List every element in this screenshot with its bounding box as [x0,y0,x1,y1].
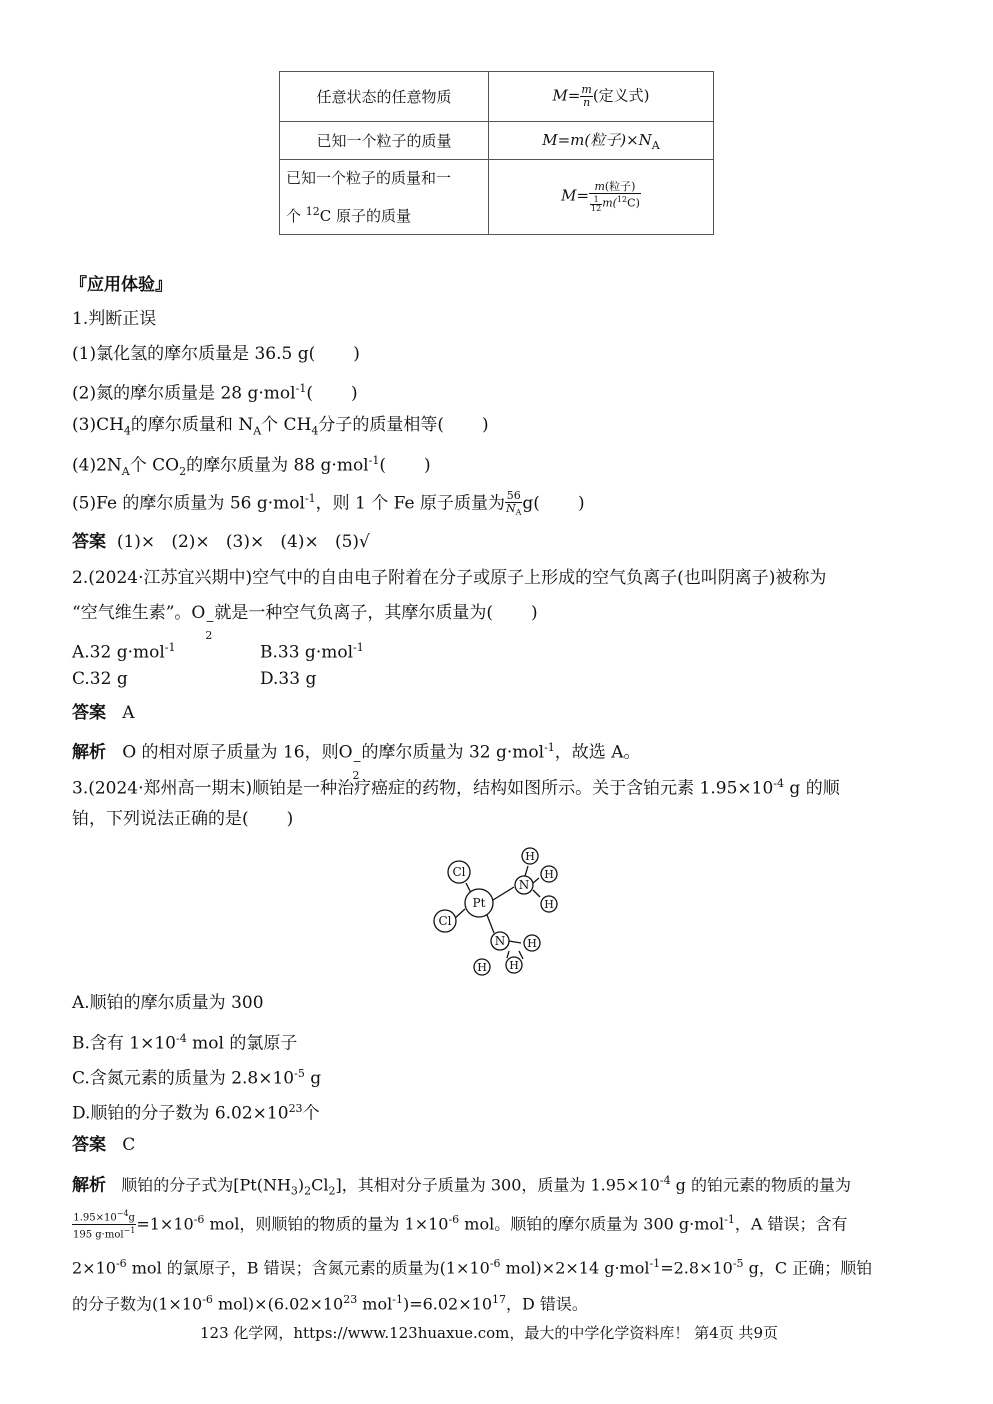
answer-text: C [122,1135,136,1155]
q3-analysis-line1 [72,1169,851,1204]
formula-text: (定义式) [592,86,650,105]
item-text: ) [286,809,294,829]
fraction [505,490,522,519]
superscript: -6 [202,1293,213,1306]
fraction [580,84,592,109]
item-text: 的摩尔质量和 N [130,415,254,435]
superscript: 12 [305,205,320,218]
q3-analysis-line4 [72,1288,588,1316]
subscript: A [651,139,660,152]
analysis-text: 的分子数为(1×10 [72,1294,203,1314]
analysis-text: ) [297,1175,305,1195]
item-text: 铂，下列说法正确的是( [72,809,249,829]
subscript: 4 [311,424,319,438]
frac-num: 56 [506,488,521,502]
cisplatin-structure [425,843,575,978]
frac-num-text: g [128,1212,135,1224]
superscript: -1 [353,641,364,654]
superscript: 17 [492,1293,506,1306]
q3-option-c [72,1062,321,1091]
subscript: 2 [205,629,213,642]
analysis-text: mol。顺铂的摩尔质量为 300 g·mol [459,1214,725,1234]
analysis-text: ，故选 A。 [554,742,641,763]
item-text: (3)CH [72,415,124,435]
superscript: -1 [724,1213,735,1226]
superscript: -6 [489,1257,501,1270]
analysis-text: g 的铂元素的物质的量为 [670,1175,852,1195]
answer-text: (1)× (2)× (3)× (4)× (5)√ [116,532,370,552]
item-text: 的摩尔质量为 88 g·mol [186,455,369,476]
analysis-text: 顺铂的分子式为[Pt(NH [121,1175,291,1195]
frac-den [72,1225,136,1241]
pt-label: Pt [472,896,486,910]
item-text: ( [379,455,386,476]
q1-item-2 [72,377,358,406]
formula-text: C) [627,197,640,211]
q2-analysis [72,736,641,782]
q3-stem-line1 [72,772,840,801]
frac-den [505,503,522,519]
formula-text: M=m(粒子)×N [542,131,652,149]
frac-num: 1 [590,196,602,205]
table-cell [489,72,714,122]
item-text: 个 CH [261,415,312,435]
table-cell [489,122,714,160]
item-text: ) [350,383,358,404]
subscript: 2 [328,1184,336,1198]
q2-option-a [72,636,176,665]
item-text: 个 CO [129,455,180,476]
superscript: -1 [368,454,380,467]
frac-num: m(粒子) [589,181,641,194]
cell-text: 任意状态的任意物质 [316,88,452,106]
q3-option-b [72,1027,297,1056]
q2-answer [72,701,135,725]
frac-den [589,194,641,212]
superscript: -1 [544,741,555,754]
cl-label: Cl [452,865,466,879]
page-footer: 123 化学网，https://www.123huaxue.com，最大的中学化学资料库！ 第4页 共9页 [200,1324,779,1342]
subscript: 2 [352,768,360,782]
subscript: 4 [123,424,131,438]
subscript: A [121,465,130,479]
q3-stem-line2 [72,807,293,831]
q2-option-c: C.32 g [72,669,128,689]
table-row [280,122,714,160]
cell-text: 已知一个粒子的质量和一 [286,169,452,187]
subscript: 2 [304,1184,312,1198]
q1-item-5 [72,487,585,519]
h-label: H [477,961,487,974]
superscript: -4 [659,1174,671,1187]
analysis-text: =1×10 [136,1214,194,1234]
item-text: ) [353,344,360,364]
table-cell [280,122,489,160]
analysis-text: g，C 正确；顺铂 [743,1258,873,1278]
item-text: (2)氮的摩尔质量是 28 g·mol [72,383,296,404]
option-text: 个 [302,1103,320,1124]
option-text: D.顺铂的分子数为 6.02×10 [72,1103,289,1124]
answer-label: 答案 [72,532,106,552]
table-cell [280,160,489,235]
analysis-text: ，D 错误。 [506,1294,588,1314]
analysis-text: mol)×2×14 g·mol [500,1258,650,1278]
fraction [589,181,641,212]
q3-analysis-line3 [72,1252,872,1280]
q3-option-a: A.顺铂的摩尔质量为 300 [72,993,264,1013]
analysis-text: Cl [311,1175,329,1195]
item-text: 就是一种空气负离子，其摩尔质量为( [214,603,493,623]
table-cell [489,160,714,235]
item-text: g( [522,493,540,514]
q3-analysis-line2 [72,1208,848,1242]
superscript: -4 [176,1032,187,1045]
frac-num: m [581,83,592,96]
subscript: 2 [179,465,187,479]
q1-answer [72,530,370,554]
option-text: B.33 g·mol [260,642,354,663]
superscript: 23 [343,1293,358,1306]
n-label: N [518,878,530,892]
item-text: 3.(2024·郑州高一期末)顺铂是一种治疗癌症的药物，结构如图所示。关于含铂元素 1.95×10 [72,778,774,799]
fraction [72,1208,136,1242]
cl-label: Cl [438,914,452,928]
answer-label: 答案 [72,703,106,723]
superscript: -5 [294,1067,305,1080]
analysis-text: mol，则顺铂的物质的量为 1×10 [204,1214,449,1234]
analysis-text: ]，其相对分子质量为 300，质量为 1.95×10 [335,1175,660,1195]
table-row [280,160,714,235]
n-label: N [494,934,506,948]
h-label: H [527,937,537,950]
molar-mass-table [279,71,714,235]
formula-text: M= [561,187,590,205]
h-label: H [544,898,554,911]
frac-den: 12 [591,203,602,213]
analysis-text: =2.8×10 [660,1258,733,1278]
answer-text: A [122,703,135,723]
q2-option-b [260,636,364,665]
formula-text: m( [602,197,617,211]
item-text: ) [530,603,538,623]
superscript: -6 [193,1213,205,1226]
small-fraction [590,196,602,213]
subscript: A [253,424,262,438]
analysis-text: mol)×(6.02×10 [212,1294,344,1314]
item-text: g 的顺 [784,778,840,799]
q2-option-d: D.33 g [260,669,317,689]
cell-text: 个 [286,207,306,225]
subscript: 3 [290,1184,298,1198]
formula-text: M= [552,86,581,105]
analysis-text: )=6.02×10 [402,1294,492,1314]
superscript: 12 [616,195,628,205]
item-text: ) [577,493,585,514]
item-text: ) [482,415,489,435]
cell-text: 已知一个粒子的质量 [316,132,452,150]
analysis-text: 的摩尔质量为 32 g·mol [361,742,545,763]
superscript: -5 [732,1257,744,1270]
analysis-text: ，A 错误；含有 [734,1214,848,1234]
superscript: -1 [392,1293,403,1306]
option-text: A.32 g·mol [72,642,165,663]
option-text: C.含氮元素的质量为 2.8×10 [72,1068,295,1089]
superscript: − [352,754,362,768]
q1-title: 1.判断正误 [72,309,157,329]
analysis-text: mol 的氯原子，B 错误；含氮元素的质量为(1×10 [126,1258,490,1278]
frac-den-text: 195 g·mol [73,1229,124,1241]
analysis-text: O 的相对原子质量为 16，则O [122,742,353,763]
option-text: B.含有 1×10 [72,1033,176,1054]
superscript: -4 [773,777,785,790]
frac-den-text: N [506,501,516,515]
item-text: (4)2N [72,455,122,476]
table-cell [280,72,489,122]
item-text: ，则 1 个 Fe 原子质量为 [315,493,506,514]
analysis-label: 解析 [72,742,106,763]
option-text: mol 的氯原子 [186,1033,298,1054]
q1-item-1 [72,342,360,366]
superscript: -1 [295,382,307,395]
item-text: ( [306,383,313,404]
analysis-label: 解析 [72,1175,106,1196]
h-label: H [544,868,554,881]
superscript: −1 [123,1226,136,1236]
h-label: H [525,850,535,863]
subscript: A [515,507,522,517]
superscript: -6 [115,1257,127,1270]
superscript: -1 [649,1257,661,1270]
analysis-text: 2×10 [72,1258,116,1278]
analysis-text: mol [357,1294,393,1314]
section-title: 『应用体验』 [70,275,172,295]
item-text: (1)氯化氢的摩尔质量是 36.5 g( [72,344,316,364]
item-text: (5)Fe 的摩尔质量为 56 g·mol [72,493,305,514]
q2-stem-line2 [72,601,538,642]
q3-answer [72,1133,135,1157]
q1-item-3 [72,413,489,443]
superscript: −4 [116,1209,129,1218]
item-text: ) [423,455,431,476]
h-label: H [509,959,519,972]
cell-text: C 原子的质量 [319,207,412,225]
q3-option-d [72,1097,320,1126]
superscript: -1 [164,641,176,654]
superscript: − [205,615,215,628]
item-text: 分子的质量相等( [318,415,445,435]
table-row [280,72,714,122]
frac-num [72,1208,136,1225]
frac-num-text: 1.95×10 [73,1212,117,1224]
q2-stem-line1: 2.(2024·江苏宜兴期中)空气中的自由电子附着在分子或原子上形成的空气负离子(也叫阴离子)被称为 [72,568,827,588]
superscript: -1 [304,492,316,505]
superscript: -6 [448,1213,460,1226]
q1-item-4 [72,449,431,484]
answer-label: 答案 [72,1135,106,1155]
frac-den: n [583,96,591,109]
item-text: “空气维生素”。O [72,603,206,623]
superscript: 23 [288,1102,303,1115]
option-text: g [304,1068,322,1089]
